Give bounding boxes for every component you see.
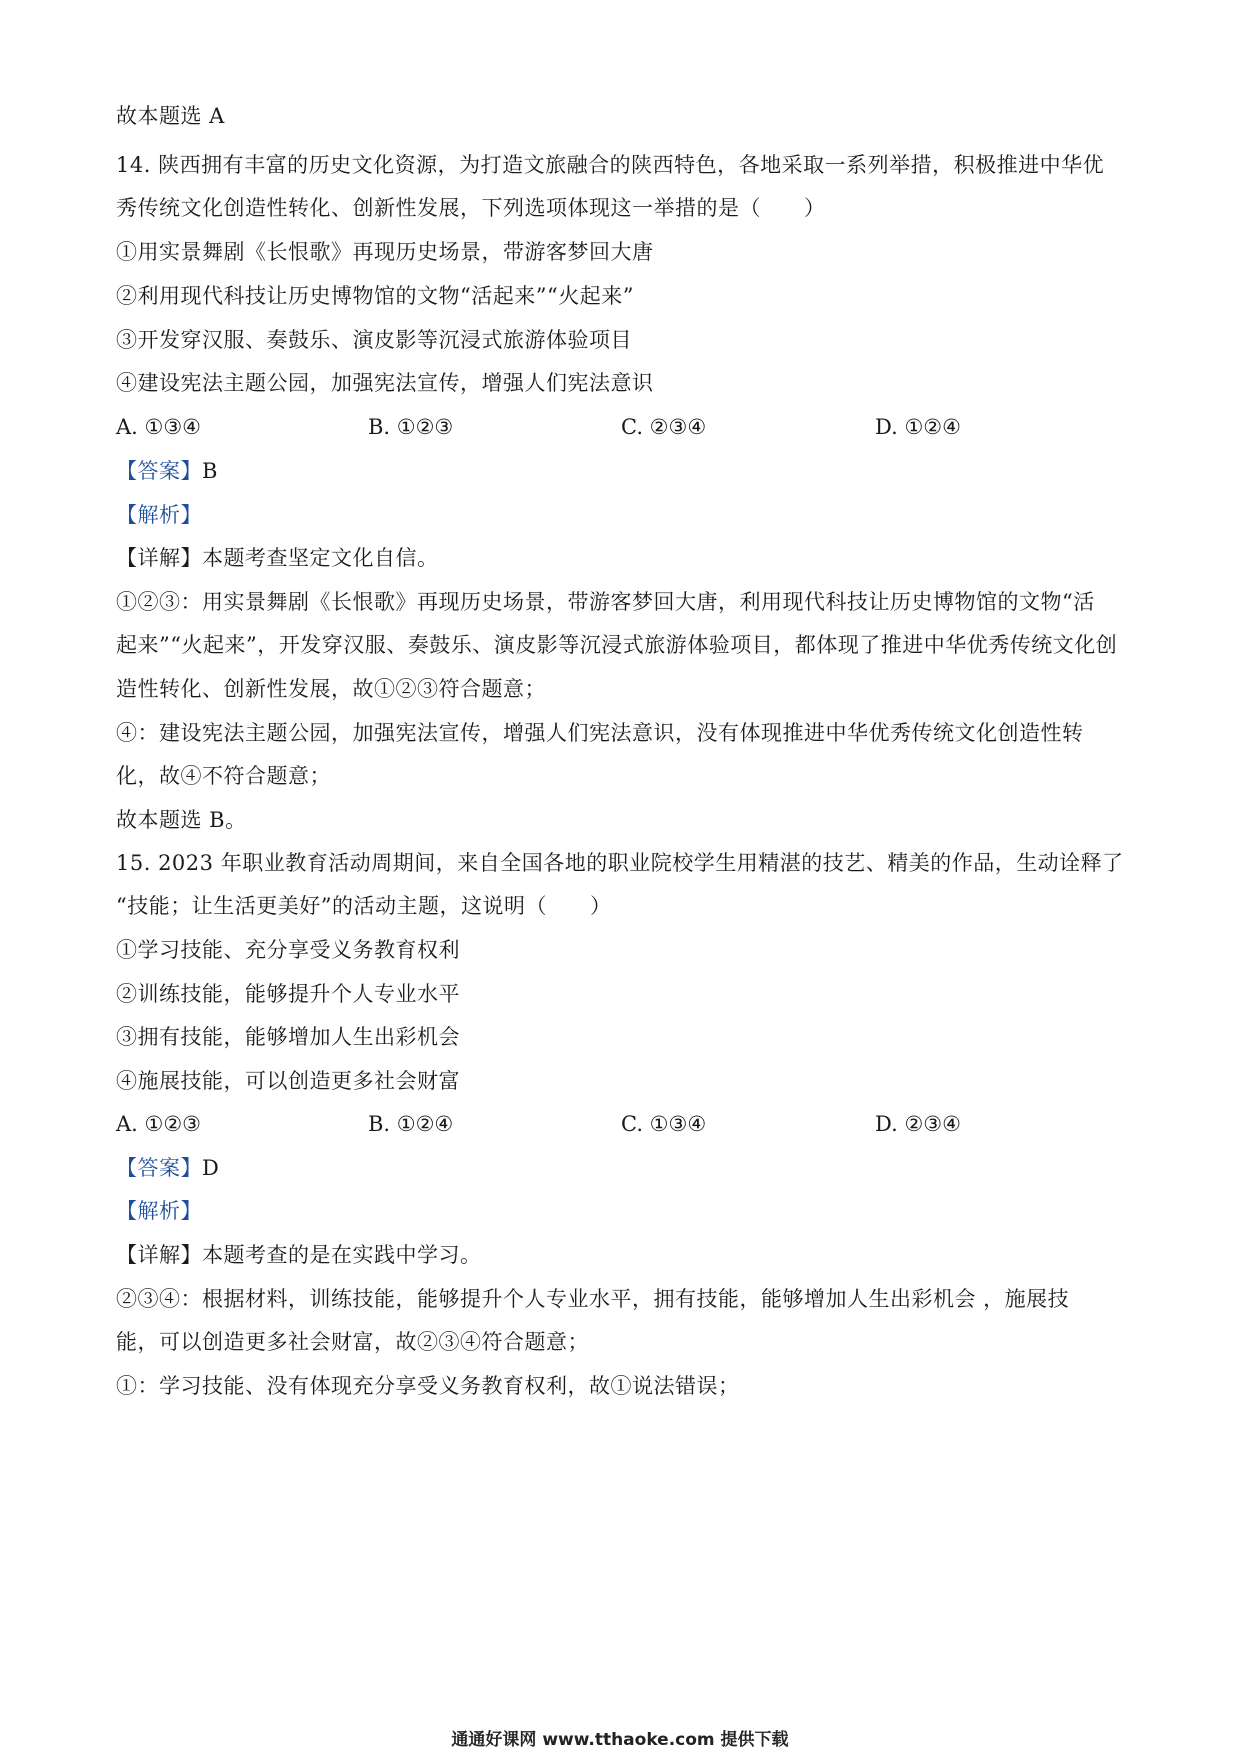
detail-text: 本题考查坚定文化自信。 [202, 546, 439, 570]
q14-analysis [116, 500, 202, 530]
q14-explanation-1: ①②③：用实景舞剧《长恨歌》再现历史场景，带游客梦回大唐，利用现代科技让历史博物馆的文物“活 [116, 590, 1095, 614]
q15-stem-line2: “技能；让生活更美好”的活动主题，这说明（ ） [116, 894, 612, 918]
answer-value: B [202, 459, 218, 483]
q15-option-d: D. ②③④ [875, 1112, 961, 1136]
q15-explanation-1: ②③④：根据材料，训练技能，能够提升个人专业水平，拥有技能，能够增加人生出彩机会 ，施展技 [116, 1287, 1070, 1311]
q15-detail [116, 1240, 482, 1270]
answer-value: D [202, 1156, 220, 1180]
q14-stem-line1: 14. 陕西拥有丰富的历史文化资源，为打造文旅融合的陕西特色，各地采取一系列举措，积极推进中华优 [116, 153, 1105, 177]
q15-item-4: ④施展技能，可以创造更多社会财富 [116, 1069, 460, 1093]
detail-tag: 【详解】 [116, 546, 202, 570]
q15-explanation-3: ①：学习技能、没有体现充分享受义务教育权利，故①说法错误； [116, 1374, 740, 1398]
q15-explanation-2: 能，可以创造更多社会财富，故②③④符合题意； [116, 1330, 589, 1354]
q14-option-c: C. ②③④ [621, 415, 707, 439]
detail-text: 本题考查的是在实践中学习。 [202, 1243, 482, 1267]
q14-detail [116, 543, 439, 573]
analysis-tag: 【解析】 [116, 1199, 202, 1223]
q14-stem-line2: 秀传统文化创造性转化、创新性发展，下列选项体现这一举措的是（ ） [116, 196, 826, 220]
q14-item-1: ①用实景舞剧《长恨歌》再现历史场景，带游客梦回大唐 [116, 240, 654, 264]
answer-tag: 【答案】 [116, 1156, 202, 1180]
footer-watermark: 通通好课网 www.tthaoke.com 提供下载 [451, 1730, 789, 1750]
q14-option-b: B. ①②③ [368, 415, 454, 439]
q15-item-3: ③拥有技能，能够增加人生出彩机会 [116, 1025, 460, 1049]
q15-option-b: B. ①②④ [368, 1112, 454, 1136]
q15-option-c: C. ①③④ [621, 1112, 707, 1136]
q14-option-a: A. ①③④ [116, 415, 201, 439]
q14-explanation-5: 化，故④不符合题意； [116, 764, 331, 788]
q14-explanation-4: ④：建设宪法主题公园，加强宪法宣传，增强人们宪法意识，没有体现推进中华优秀传统文化创造性转 [116, 721, 1084, 745]
q15-item-1: ①学习技能、充分享受义务教育权利 [116, 938, 460, 962]
analysis-tag: 【解析】 [116, 503, 202, 527]
q15-stem-line1: 15. 2023 年职业教育活动周期间，来自全国各地的职业院校学生用精湛的技艺、精美的作品，生动诠释了 [116, 851, 1124, 875]
previous-conclusion: 故本题选 A [116, 104, 225, 128]
q14-explanation-6: 故本题选 B。 [116, 808, 247, 832]
q14-item-4: ④建设宪法主题公园，加强宪法宣传，增强人们宪法意识 [116, 371, 654, 395]
q15-option-a: A. ①②③ [116, 1112, 201, 1136]
q14-item-3: ③开发穿汉服、奏鼓乐、演皮影等沉浸式旅游体验项目 [116, 328, 632, 352]
q14-item-2: ②利用现代科技让历史博物馆的文物“活起来”“火起来” [116, 284, 634, 308]
q14-answer [116, 456, 218, 486]
q15-item-2: ②训练技能，能够提升个人专业水平 [116, 982, 460, 1006]
q15-answer [116, 1153, 219, 1183]
q15-analysis [116, 1196, 202, 1226]
answer-tag: 【答案】 [116, 459, 202, 483]
q14-explanation-3: 造性转化、创新性发展，故①②③符合题意； [116, 677, 546, 701]
q14-option-d: D. ①②④ [875, 415, 961, 439]
q14-explanation-2: 起来”“火起来”，开发穿汉服、奏鼓乐、演皮影等沉浸式旅游体验项目，都体现了推进中华优秀传统文化创 [116, 633, 1118, 657]
detail-tag: 【详解】 [116, 1243, 202, 1267]
